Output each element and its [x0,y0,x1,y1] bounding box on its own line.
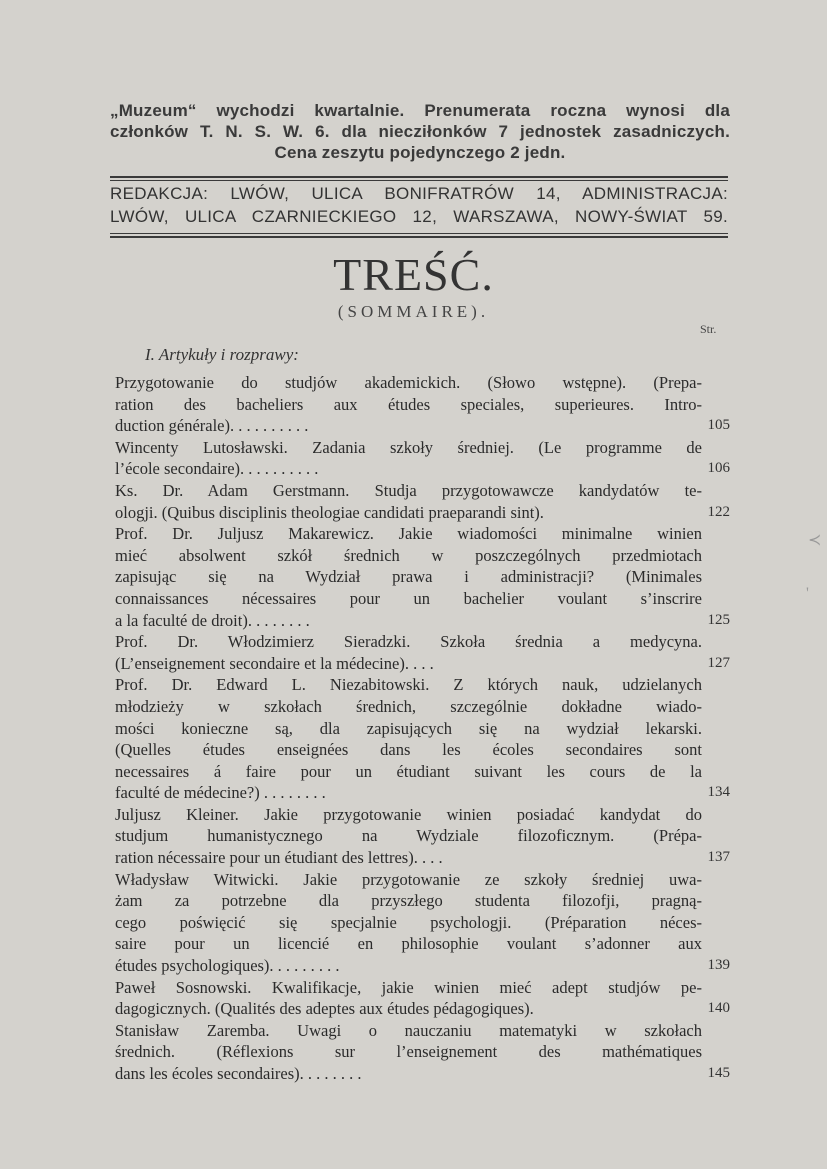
address-line: REDAKCJA: LWÓW, ULICA BONIFRATRÓW 14, ADMINISTRACJA: [110,184,728,203]
notice-line: członków T. N. S. W. 6. dla niecziłonków 7 jednostek zasadniczych. [110,122,730,141]
toc-entry-line: zapisując się na Wydział prawa i administracji? (Minimales [115,567,702,587]
toc-entry-line: (Quelles études enseignées dans les écoles secondaires sont [115,740,702,760]
table-of-contents [115,372,730,1085]
scan-mark-icon: ≺ [808,532,822,549]
toc-entry-line: (L’enseignement secondaire et la médecine). . . . [115,653,434,673]
toc-entry-line: Przygotowanie do studjów akademickich. (Słowo wstępne). (Prepa- [115,373,702,392]
toc-entry [115,977,730,1020]
divider-top [110,176,728,178]
toc-page-number: 122 [707,503,730,520]
subscription-notice [110,100,730,163]
divider-top-thin [110,180,728,181]
divider-bottom [110,236,728,238]
notice-line: Cena zeszytu pojedynczego 2 jedn. [274,143,566,162]
toc-page-number: 105 [707,417,730,434]
page-title: TREŚĆ. [333,249,494,300]
toc-entry-line: ration des bacheliers aux études speciales, superieures. Intro- [115,394,702,414]
toc-entry-line: Wincenty Lutosławski. Zadania szkoły średniej. (Le programme de [115,437,702,457]
toc-entry-line: cego poświęcić się specjalnie psychologji. (Préparation néces- [115,912,702,932]
toc-entry-line: Prof. Dr. Włodzimierz Sieradzki. Szkoła średnia a medycyna. [115,632,702,652]
toc-entry-line: l’école secondaire). . . . . . . . . . [115,459,319,479]
toc-entry-line: saire pour un licencié en philosophie voulant s’adonner aux [115,934,702,954]
toc-entry-line: dans les écoles secondaires). . . . . . . . [115,1064,362,1083]
toc-page-number: 125 [707,611,730,628]
toc-entry [115,674,730,804]
toc-entry [115,1020,730,1085]
toc-page-number: 106 [707,460,730,477]
toc-entry-line: ration nécessaire pour un étudiant des lettres). . . . [115,848,443,868]
toc-page-number: 145 [707,1065,730,1081]
toc-entry [115,631,730,674]
toc-entry-line: Ks. Dr. Adam Gerstmann. Studja przygotowawcze kandydatów te- [115,480,702,500]
toc-entry-line: Stanisław Zaremba. Uwagi o nauczaniu matematyki w szkołach [115,1020,702,1040]
toc-entry-line: connaissances nécessaires pour un bachelier voulant s’inscrire [115,588,702,608]
toc-entry-line: żam za potrzebne dla przyszłego studenta filozofji, pragną- [115,891,702,911]
toc-page-number: 139 [707,957,730,974]
page-subtitle: (SOMMAIRE). [337,302,490,321]
toc-page-number: 127 [707,654,730,671]
toc-entry-line: faculté de médecine?) . . . . . . . . [115,783,326,803]
toc-entry-line: mości konieczne są, dla zapisujących się na wydział lekarski. [115,718,702,738]
toc-entry-line: średnich. (Réflexions sur l’enseignement des mathématiques [115,1042,702,1062]
editorial-address [110,182,728,228]
toc-page-number: 140 [707,1000,730,1017]
section-heading: I. Artykuły i rozprawy: [145,345,299,364]
toc-entry-line: duction générale). . . . . . . . . . [115,416,309,436]
toc-entry-line: necessaires á faire pour un étudiant suivant les cours de la [115,761,702,781]
toc-entry-line: Juljusz Kleiner. Jakie przygotowanie winien posiadać kandydat do [115,804,702,824]
toc-entry-line: mieć absolwent szkół średnich w poszczególnych przedmiotach [115,545,702,565]
toc-entry-line: młodzieży w szkołach średnich, szczególnie dokładne wiado- [115,696,702,716]
divider-bottom-thin [110,233,728,234]
toc-page-number: 137 [707,849,730,866]
toc-entry-line: studjum humanistycznego na Wydziale filozoficznym. (Prépa- [115,826,702,846]
page-column-label: Str. [700,322,717,336]
toc-entry-line: dagogicznych. (Qualités des adeptes aux études pédagogiques). [115,999,534,1019]
toc-entry [115,869,730,977]
toc-entry-line: Prof. Dr. Juljusz Makarewicz. Jakie wiadomości minimalne winien [115,524,702,544]
address-line: LWÓW, ULICA CZARNIECKIEGO 12, WARSZAWA, NOWY-ŚWIAT 59. [110,207,728,226]
toc-entry-line: Władysław Witwicki. Jakie przygotowanie ze szkoły średniej uwa- [115,869,702,889]
toc-entry-line: Paweł Sosnowski. Kwalifikacje, jakie winien mieć adept studjów pe- [115,977,702,997]
toc-entry-line: ologji. (Quibus disciplinis theologiae candidati praeparandi sint). [115,502,544,522]
toc-entry [115,804,730,869]
scan-mark-icon: ' [806,585,809,602]
toc-entry-line: a la faculté de droit). . . . . . . . [115,610,310,630]
toc-entry [115,437,730,480]
toc-entry [115,523,730,631]
toc-entry [115,480,730,523]
toc-page-number: 134 [707,784,730,801]
toc-entry-line: études psychologiques). . . . . . . . . [115,956,340,976]
notice-line: „Muzeum“ wychodzi kwartalnie. Prenumerata roczna wynosi dla [110,101,730,120]
toc-entry-line: Prof. Dr. Edward L. Niezabitowski. Z których nauk, udzielanych [115,675,702,695]
toc-entry [115,372,730,437]
